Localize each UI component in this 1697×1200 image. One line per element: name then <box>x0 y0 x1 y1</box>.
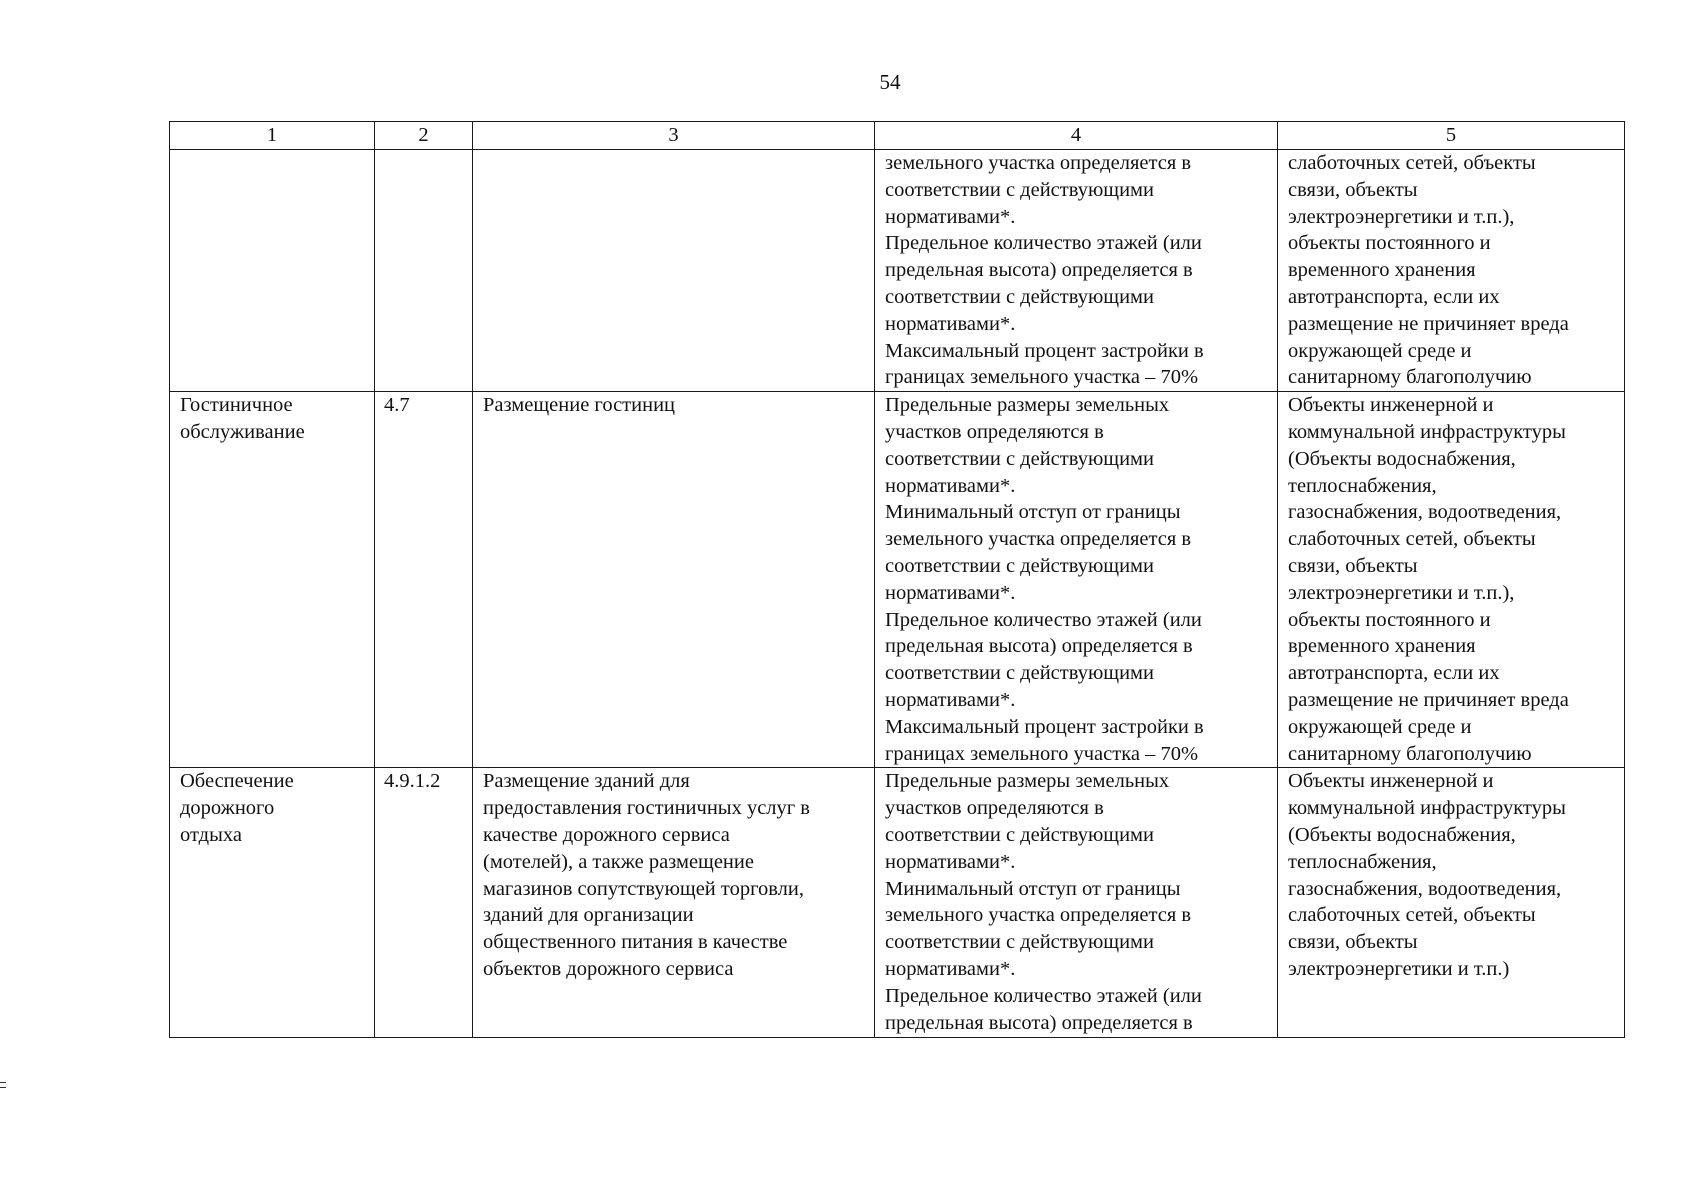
cell-text-line: связи, объекты <box>1288 931 1418 954</box>
table-row-continued <box>170 150 1625 392</box>
cell-text-line: соответствии с действующими <box>885 554 1154 577</box>
cell-code <box>375 150 473 392</box>
cell-auxiliary-uses <box>1278 768 1625 1038</box>
column-header-2: 2 <box>375 122 473 150</box>
column-header-3: 3 <box>473 122 875 150</box>
cell-text-line: объекты постоянного и <box>1288 232 1491 255</box>
cell-text-line: Предельное количество этажей (или <box>885 232 1202 255</box>
cell-text-line: Гостиничное <box>180 394 293 417</box>
cell-text-line: Предельное количество этажей (или <box>885 984 1202 1007</box>
cell-text-line: слаботочных сетей, объекты <box>1288 904 1536 927</box>
cell-text-line: нормативами*. <box>885 312 1016 335</box>
cell-parameters <box>875 392 1278 768</box>
cell-text-line: соответствии с действующими <box>885 285 1154 308</box>
cell-text-line: теплоснабжения, <box>1288 850 1437 873</box>
column-header-5: 5 <box>1278 122 1625 150</box>
cell-text-line: Предельное количество этажей (или <box>885 608 1202 631</box>
cell-code <box>375 768 473 1038</box>
cell-text-line: электроэнергетики и т.п.), <box>1288 205 1515 228</box>
cell-text-line: окружающей среде и <box>1288 339 1472 362</box>
cell-text-line: объекты постоянного и <box>1288 608 1491 631</box>
cell-text-line: предельная высота) определяется в <box>885 1011 1193 1034</box>
cell-text-line: (мотелей), а также размещение <box>483 850 754 873</box>
cell-use-type <box>170 150 375 392</box>
cell-text-line: электроэнергетики и т.п.), <box>1288 581 1515 604</box>
cell-text-line: Предельные размеры земельных <box>885 394 1170 417</box>
cell-text-line: зданий для организации <box>483 904 694 927</box>
cell-text-line: газоснабжения, водоотведения, <box>1288 501 1562 524</box>
cell-text-line: нормативами*. <box>885 957 1016 980</box>
margin-mark-left-2 <box>0 1087 6 1088</box>
cell-text-line: коммунальной инфраструктуры <box>1288 797 1566 820</box>
cell-text-line: Объекты инженерной и <box>1288 770 1494 793</box>
column-header-4: 4 <box>875 122 1278 150</box>
cell-use-type <box>170 392 375 768</box>
cell-text-line: коммунальной инфраструктуры <box>1288 420 1566 443</box>
cell-text-line: (Объекты водоснабжения, <box>1288 447 1516 470</box>
cell-description <box>473 768 875 1038</box>
cell-text-line: 4.9.1.2 <box>384 770 441 793</box>
column-header-1: 1 <box>170 122 375 150</box>
cell-description <box>473 392 875 768</box>
cell-text-line: нормативами*. <box>885 205 1016 228</box>
cell-text-line: автотранспорта, если их <box>1288 662 1500 685</box>
cell-text-line: связи, объекты <box>1288 178 1418 201</box>
cell-text-line: Размещение зданий для <box>483 770 690 793</box>
cell-parameters <box>875 768 1278 1038</box>
cell-description <box>473 150 875 392</box>
cell-text-line: связи, объекты <box>1288 554 1418 577</box>
cell-text-line: Минимальный отступ от границы <box>885 501 1181 524</box>
cell-text-line: соответствии с действующими <box>885 823 1154 846</box>
cell-text-line: временного хранения <box>1288 259 1476 282</box>
cell-text-line: санитарному благополучию <box>1288 366 1532 389</box>
cell-text-line: Объекты инженерной и <box>1288 394 1494 417</box>
cell-text-line: временного хранения <box>1288 635 1476 658</box>
cell-text-line: нормативами*. <box>885 474 1016 497</box>
cell-text-line: слаботочных сетей, объекты <box>1288 528 1536 551</box>
table-row-hotel-service <box>170 392 1625 768</box>
cell-text-line: границах земельного участка – 70% <box>885 366 1199 389</box>
table-header-row <box>170 122 1625 150</box>
cell-text-line: санитарному благополучию <box>1288 742 1532 765</box>
cell-text-line: соответствии с действующими <box>885 447 1154 470</box>
cell-text-line: теплоснабжения, <box>1288 474 1437 497</box>
cell-auxiliary-uses <box>1278 150 1625 392</box>
cell-text-line: автотранспорта, если их <box>1288 285 1500 308</box>
cell-text-line: Обеспечение <box>180 770 294 793</box>
cell-text-line: соответствии с действующими <box>885 662 1154 685</box>
cell-text-line: качестве дорожного сервиса <box>483 823 730 846</box>
cell-text-line: предельная высота) определяется в <box>885 635 1193 658</box>
cell-text-line: соответствии с действующими <box>885 178 1154 201</box>
cell-text-line: Минимальный отступ от границы <box>885 877 1181 900</box>
cell-text-line: участков определяются в <box>885 420 1104 443</box>
cell-text-line: газоснабжения, водоотведения, <box>1288 877 1562 900</box>
cell-text-line: обслуживание <box>180 420 305 443</box>
cell-text-line: земельного участка определяется в <box>885 528 1192 551</box>
cell-text-line: предоставления гостиничных услуг в <box>483 797 810 820</box>
land-use-table <box>169 121 1625 1038</box>
cell-text-line: дорожного <box>180 797 275 820</box>
cell-text-line: нормативами*. <box>885 850 1016 873</box>
cell-text-line: Максимальный процент застройки в <box>885 339 1204 362</box>
cell-text-line: (Объекты водоснабжения, <box>1288 823 1516 846</box>
cell-text-line: электроэнергетики и т.п.) <box>1288 957 1510 980</box>
table-row-road-rest <box>170 768 1625 1038</box>
cell-text-line: нормативами*. <box>885 581 1016 604</box>
cell-text-line: границах земельного участка – 70% <box>885 742 1199 765</box>
cell-text-line: 4.7 <box>384 394 410 417</box>
cell-text-line: Предельные размеры земельных <box>885 770 1170 793</box>
cell-text-line: земельного участка определяется в <box>885 904 1192 927</box>
cell-text-line: размещение не причиняет вреда <box>1288 688 1569 711</box>
margin-mark-left <box>0 1082 6 1083</box>
cell-text-line: Максимальный процент застройки в <box>885 715 1204 738</box>
cell-text-line: магазинов сопутствующей торговли, <box>483 877 804 900</box>
page-number: 54 <box>879 70 901 94</box>
cell-text-line: окружающей среде и <box>1288 715 1472 738</box>
cell-text-line: объектов дорожного сервиса <box>483 957 734 980</box>
cell-parameters <box>875 150 1278 392</box>
cell-text-line: земельного участка определяется в <box>885 152 1192 174</box>
cell-text-line: Размещение гостиниц <box>483 394 676 417</box>
cell-text-line: участков определяются в <box>885 797 1104 820</box>
cell-use-type <box>170 768 375 1038</box>
cell-text-line: соответствии с действующими <box>885 931 1154 954</box>
cell-text-line: размещение не причиняет вреда <box>1288 312 1569 335</box>
cell-code <box>375 392 473 768</box>
cell-text-line: общественного питания в качестве <box>483 931 788 954</box>
cell-text-line: слаботочных сетей, объекты <box>1288 152 1536 174</box>
cell-text-line: отдыха <box>180 823 242 846</box>
cell-text-line: нормативами*. <box>885 688 1016 711</box>
cell-text-line: предельная высота) определяется в <box>885 259 1193 282</box>
cell-auxiliary-uses <box>1278 392 1625 768</box>
